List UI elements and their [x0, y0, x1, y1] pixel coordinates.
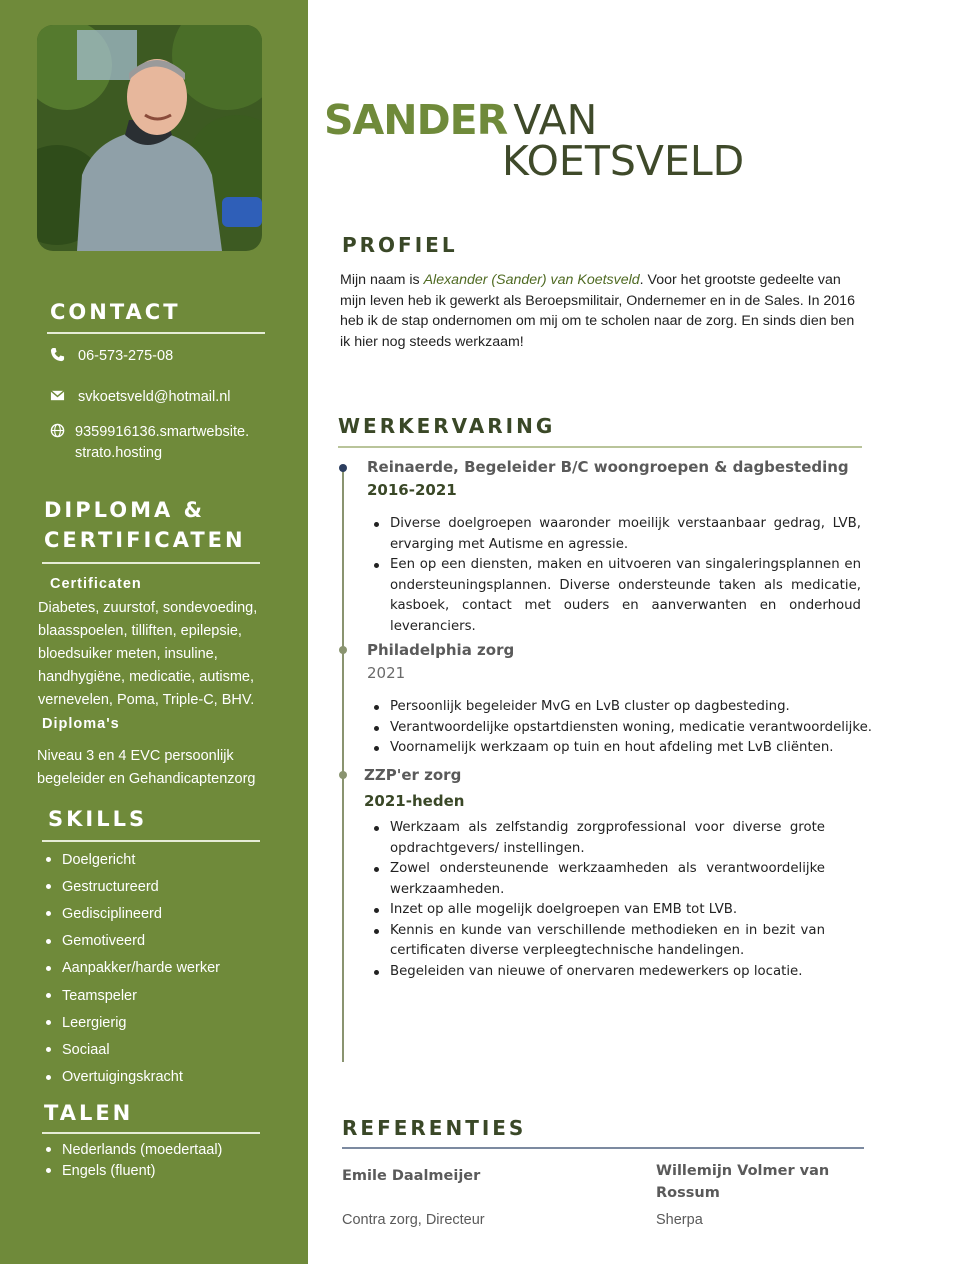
list-item: Voornamelijk werkzaam op tuin en hout afdeling met LvB cliënten. [369, 738, 881, 759]
skill-label: Sociaal [62, 1041, 110, 1058]
list-item: Werkzaam als zelfstandig zorgprofessional voor diverse grote opdrachtgevers/ instellingen. [369, 818, 825, 859]
phone-icon [48, 346, 66, 362]
job-bullets [369, 514, 861, 637]
job-title: Philadelphia zorg [367, 641, 515, 659]
bullet-dot [46, 1168, 51, 1173]
skill-label: Overtuigingskracht [62, 1069, 183, 1086]
list-item: Inzet op alle mogelijk doelgroepen van EMB tot LVB. [369, 900, 825, 921]
list-item [46, 873, 220, 900]
middle-name: VAN [513, 96, 598, 144]
contact-divider [47, 332, 265, 334]
bullet-dot [46, 911, 51, 916]
profile-text [340, 270, 865, 352]
website-line-1: 9359916136.smartwebsite. [75, 424, 250, 440]
phone-number: 06-573-275-08 [78, 348, 174, 364]
job-dates: 2021 [367, 664, 406, 682]
diploma-heading-line-1: DIPLOMA & [44, 498, 205, 522]
experience-heading: WERKERVARING [338, 414, 556, 438]
skill-label: Aanpakker/harde werker [62, 960, 220, 977]
bullet-dot [46, 1020, 51, 1025]
mail-icon [48, 387, 66, 403]
diplomas-label: Diploma's [42, 716, 120, 732]
bullet-dot [46, 1047, 51, 1052]
diploma-heading-2 [44, 528, 246, 552]
list-item: Een op een diensten, maken en uitvoeren van singaleringsplannen en ondersteuningsplannen. Diverse ondersteunde taken als medicatie, kasboek, contact met ouders en aanverwanten en onderhoud leveranciers. [369, 555, 861, 637]
skills-heading: SKILLS [48, 807, 148, 831]
certificates-text: Diabetes, zuurstof, sondevoeding, blaasspoelen, tilliften, epilepsie, bloedsuiker meten, insuline, handhygiëne, medicatie, autisme, vernevelen, Poma, Triple-C, BHV. [38, 600, 258, 708]
list-item [46, 982, 220, 1009]
diploma-heading [44, 498, 205, 522]
reference-role: Sherpa [656, 1212, 703, 1228]
reference-name [342, 1165, 480, 1187]
profile-text-start: Mijn naam is [340, 272, 424, 288]
list-item: Zowel ondersteunende werkzaamheden als verantwoordelijke werkzaamheden. [369, 859, 825, 900]
diploma-divider [42, 562, 260, 564]
skills-list [46, 846, 220, 1091]
list-item [46, 1009, 220, 1036]
job-bullets [369, 818, 825, 982]
diploma-heading-line-2: CERTIFICATEN [44, 528, 246, 552]
language-label: Nederlands (moedertaal) [62, 1141, 223, 1158]
references-heading: REFERENTIES [342, 1116, 527, 1140]
list-item [46, 1160, 222, 1181]
list-item [46, 928, 220, 955]
experience-divider [338, 446, 862, 448]
diplomas-text: Niveau 3 en 4 EVC persoonlijk begeleider en Gehandicaptenzorg [37, 748, 256, 787]
list-item: Persoonlijk begeleider MvG en LvB cluster op dagbesteding. [369, 697, 881, 718]
bullet-dot [46, 857, 51, 862]
website-line-2: strato.hosting [75, 445, 163, 461]
job-dates: 2021-heden [364, 792, 465, 810]
list-item [46, 955, 220, 982]
skills-divider [42, 840, 260, 842]
profile-photo [37, 25, 262, 251]
skill-label: Teamspeler [62, 987, 137, 1004]
list-item: Begeleiden van nieuwe of onervaren medewerkers op locatie. [369, 962, 825, 983]
contact-website[interactable] [48, 422, 249, 464]
list-item [46, 1064, 220, 1091]
reference-name-line-2: Rossum [656, 1185, 720, 1201]
bullet-dot [46, 993, 51, 998]
globe-icon [48, 422, 66, 438]
list-item [46, 1036, 220, 1063]
sidebar [0, 0, 308, 1264]
reference-name [656, 1160, 829, 1204]
list-item: Kennis en kunde van verschillende methodieken en in bezit van certificaten diverse verpleegtechnische handelingen. [369, 921, 825, 962]
bullet-dot [46, 884, 51, 889]
skill-label: Gedisciplineerd [62, 905, 162, 922]
reference-name-line-1: Willemijn Volmer van [656, 1163, 830, 1179]
contact-heading: CONTACT [50, 300, 181, 324]
references-divider [342, 1147, 864, 1149]
skill-label: Gestructureerd [62, 878, 159, 895]
skill-label: Doelgericht [62, 851, 136, 868]
last-name: KOETSVELD [502, 137, 745, 185]
list-item [46, 1139, 222, 1160]
job-title: Reinaerde, Begeleider B/C woongroepen & dagbesteding [367, 458, 849, 476]
profile-highlight: Alexander (Sander) van Koetsveld [423, 272, 640, 288]
bullet-dot [46, 939, 51, 944]
job-title: ZZP'er zorg [364, 766, 462, 784]
job-bullets [369, 697, 881, 759]
languages-divider [42, 1132, 260, 1134]
reference-role: Contra zorg, Directeur [342, 1212, 485, 1228]
email-address: svkoetsveld@hotmail.nl [78, 389, 231, 405]
language-label: Engels (fluent) [62, 1162, 156, 1179]
first-name: SANDER [324, 96, 508, 144]
list-item [46, 846, 220, 873]
contact-email[interactable] [48, 387, 231, 408]
list-item [46, 900, 220, 927]
timeline-line [342, 468, 344, 1062]
bullet-dot [46, 1075, 51, 1080]
list-item: Diverse doelgroepen waaronder moeilijk verstaanbaar gedrag, LVB, ervarging met Autisme en agressie. [369, 514, 861, 555]
certificates-label: Certificaten [50, 576, 142, 592]
contact-phone[interactable] [48, 346, 173, 367]
timeline-dot [339, 464, 347, 472]
reference-name-line-1: Emile Daalmeijer [342, 1168, 481, 1184]
timeline-dot [339, 646, 347, 654]
skill-label: Leergierig [62, 1014, 127, 1031]
list-item: Verantwoordelijke opstartdiensten woning, medicatie verantwoordelijke. [369, 718, 881, 739]
profile-text-end: . Voor het grootste gedeelte van mijn leven heb ik gewerkt als Beroepsmilitair, Ondernemer en in de Sales. In 2016 heb ik de stap ondernomen om mij om te scholen naar de zorg. En sinds dien ben ik hier nog steeds werkzaam! [340, 272, 855, 350]
job-dates: 2016-2021 [367, 481, 457, 499]
website-url [75, 422, 249, 464]
languages-list [46, 1139, 222, 1181]
languages-heading: TALEN [44, 1101, 134, 1125]
skill-label: Gemotiveerd [62, 933, 146, 950]
profile-heading: PROFIEL [342, 233, 458, 257]
bullet-dot [46, 1147, 51, 1152]
bullet-dot [46, 966, 51, 971]
timeline-dot [339, 771, 347, 779]
